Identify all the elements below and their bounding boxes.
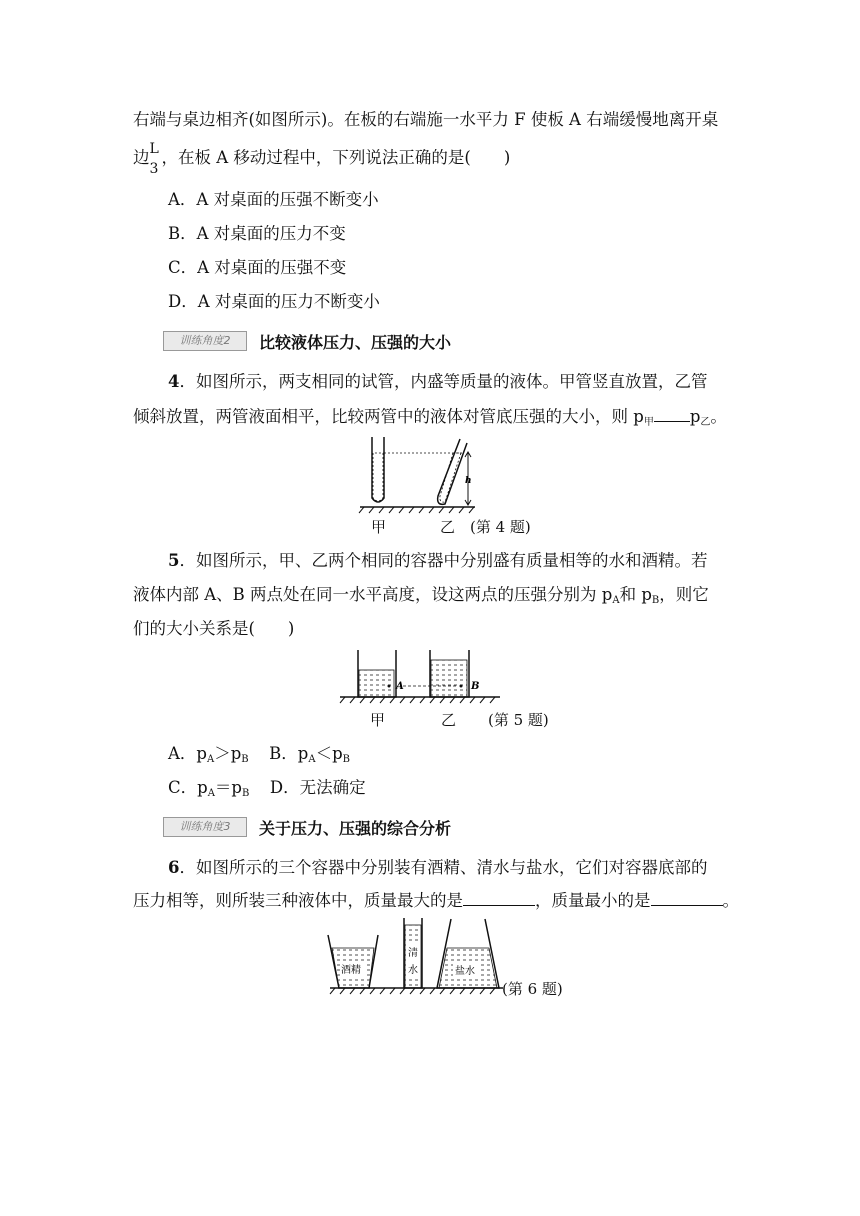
q6-text-b: ，质量最小的是 — [535, 891, 651, 910]
intro-line-1: 右端与桌边相齐(如图所示)。在板的右端施一水平力 F 使板 A 右端缓慢地离开桌 — [133, 110, 719, 129]
q5-option-d: D．无法确定 — [269, 778, 366, 797]
sub-b: B — [651, 595, 660, 606]
section-title: 比较液体压力、压强的大小 — [259, 332, 452, 352]
point-a-label: A — [396, 681, 404, 692]
section-header-2 — [163, 330, 451, 352]
section-header-3 — [163, 816, 451, 838]
sub-b: B — [241, 754, 249, 765]
q3-option-a: A．A 对桌面的压强不断变小 — [168, 190, 379, 209]
label-saltwater: 盐水 — [455, 966, 475, 977]
q5-option-b: B．p — [269, 744, 309, 763]
q5-text-1: ．如图所示，甲、乙两个相同的容器中分别盛有质量相等的水和酒精。若 — [179, 551, 708, 570]
q5-options-row-2 — [168, 777, 366, 805]
label-water-1: 清 — [408, 948, 418, 959]
frac-denominator: 3 — [149, 160, 159, 177]
label-water-2: 水 — [408, 965, 418, 976]
sub-b: B — [241, 788, 250, 799]
q6-text-a: 压力相等，则所装三种液体中，质量最大的是 — [133, 891, 463, 910]
sub-yi: 乙 — [700, 417, 711, 428]
q5-text-2: 液体内部 A、B 两点处在同一水平高度，设这两点的压强分别为 p — [133, 585, 613, 604]
sub-a: A — [308, 754, 316, 765]
q5-option-c-rel: ＝p — [214, 778, 242, 797]
fraction-l-over-3 — [149, 140, 162, 177]
point-b-label: B — [471, 681, 480, 692]
q5-option-a-rel: ＞p — [214, 744, 242, 763]
question-number: 4 — [168, 372, 180, 391]
intro-text-b: ，在板 A 移动过程中，下列说法正确的是( ) — [161, 148, 511, 167]
figure-caption: (第 5 题) — [488, 711, 549, 729]
fig5-label-yi: 乙 — [441, 711, 457, 729]
section-tag: 训练角度2 — [163, 331, 247, 351]
fig5-label-jia: 甲 — [370, 711, 386, 729]
q3-option-b: B．A 对桌面的压力不变 — [168, 224, 346, 243]
answer-blank[interactable] — [654, 405, 690, 422]
q4-line-2 — [133, 405, 727, 434]
q5-line-1 — [168, 550, 707, 572]
fig4-label-yi: 乙 — [440, 518, 456, 536]
section-title: 关于压力、压强的综合分析 — [259, 818, 452, 838]
figure-caption: (第 4 题) — [470, 518, 531, 536]
figure-4-test-tubes — [350, 434, 480, 514]
q6-line-1 — [168, 857, 707, 879]
q5-line-2 — [133, 584, 709, 612]
q6-text-c: 。 — [722, 891, 739, 910]
sub-jia: 甲 — [643, 417, 654, 428]
q3-option-c: C．A 对桌面的压强不变 — [168, 258, 347, 277]
q5-options-row-1 — [168, 743, 350, 771]
figure-5-containers — [340, 648, 500, 706]
height-label: h — [465, 476, 472, 486]
fig4-label-jia: 甲 — [371, 518, 387, 536]
question-number: 6 — [168, 858, 180, 877]
sub-a: A — [612, 595, 620, 606]
figure-6-containers — [325, 918, 505, 998]
answer-blank-max[interactable] — [463, 889, 535, 906]
question-number: 5 — [168, 551, 180, 570]
intro-line-2 — [133, 140, 511, 177]
q5-text-end: ，则它 — [659, 585, 709, 604]
sub-b: B — [342, 754, 350, 765]
q4-p2: p — [689, 407, 701, 426]
q4-text-1: ．如图所示，两支相同的试管，内盛等质量的液体。甲管竖直放置，乙管 — [179, 372, 708, 391]
sub-a: A — [207, 788, 215, 799]
q3-option-d: D．A 对桌面的压力不断变小 — [168, 292, 380, 311]
q5-text-mid: 和 p — [619, 585, 652, 604]
q4-line-1 — [168, 371, 707, 393]
q5-option-c: C．p — [168, 778, 208, 797]
q5-line-3: 们的大小关系是( ) — [133, 619, 295, 638]
q4-text-2: 倾斜放置，两管液面相平，比较两管中的液体对管底压强的大小，则 p — [133, 407, 644, 426]
q6-text-1: ．如图所示的三个容器中分别装有酒精、清水与盐水，它们对容器底部的 — [179, 858, 708, 877]
frac-numerator: L — [149, 140, 159, 157]
answer-blank-min[interactable] — [651, 889, 723, 906]
q5-option-a: A．p — [168, 744, 207, 763]
q5-option-b-rel: ＜p — [315, 744, 343, 763]
intro-text-a: 边 — [133, 148, 150, 167]
q6-line-2 — [133, 889, 739, 912]
q4-end: 。 — [710, 407, 727, 426]
sub-a: A — [206, 754, 215, 765]
label-alcohol: 酒精 — [341, 965, 361, 976]
section-tag: 训练角度3 — [163, 817, 247, 837]
figure-caption: (第 6 题) — [502, 980, 563, 998]
